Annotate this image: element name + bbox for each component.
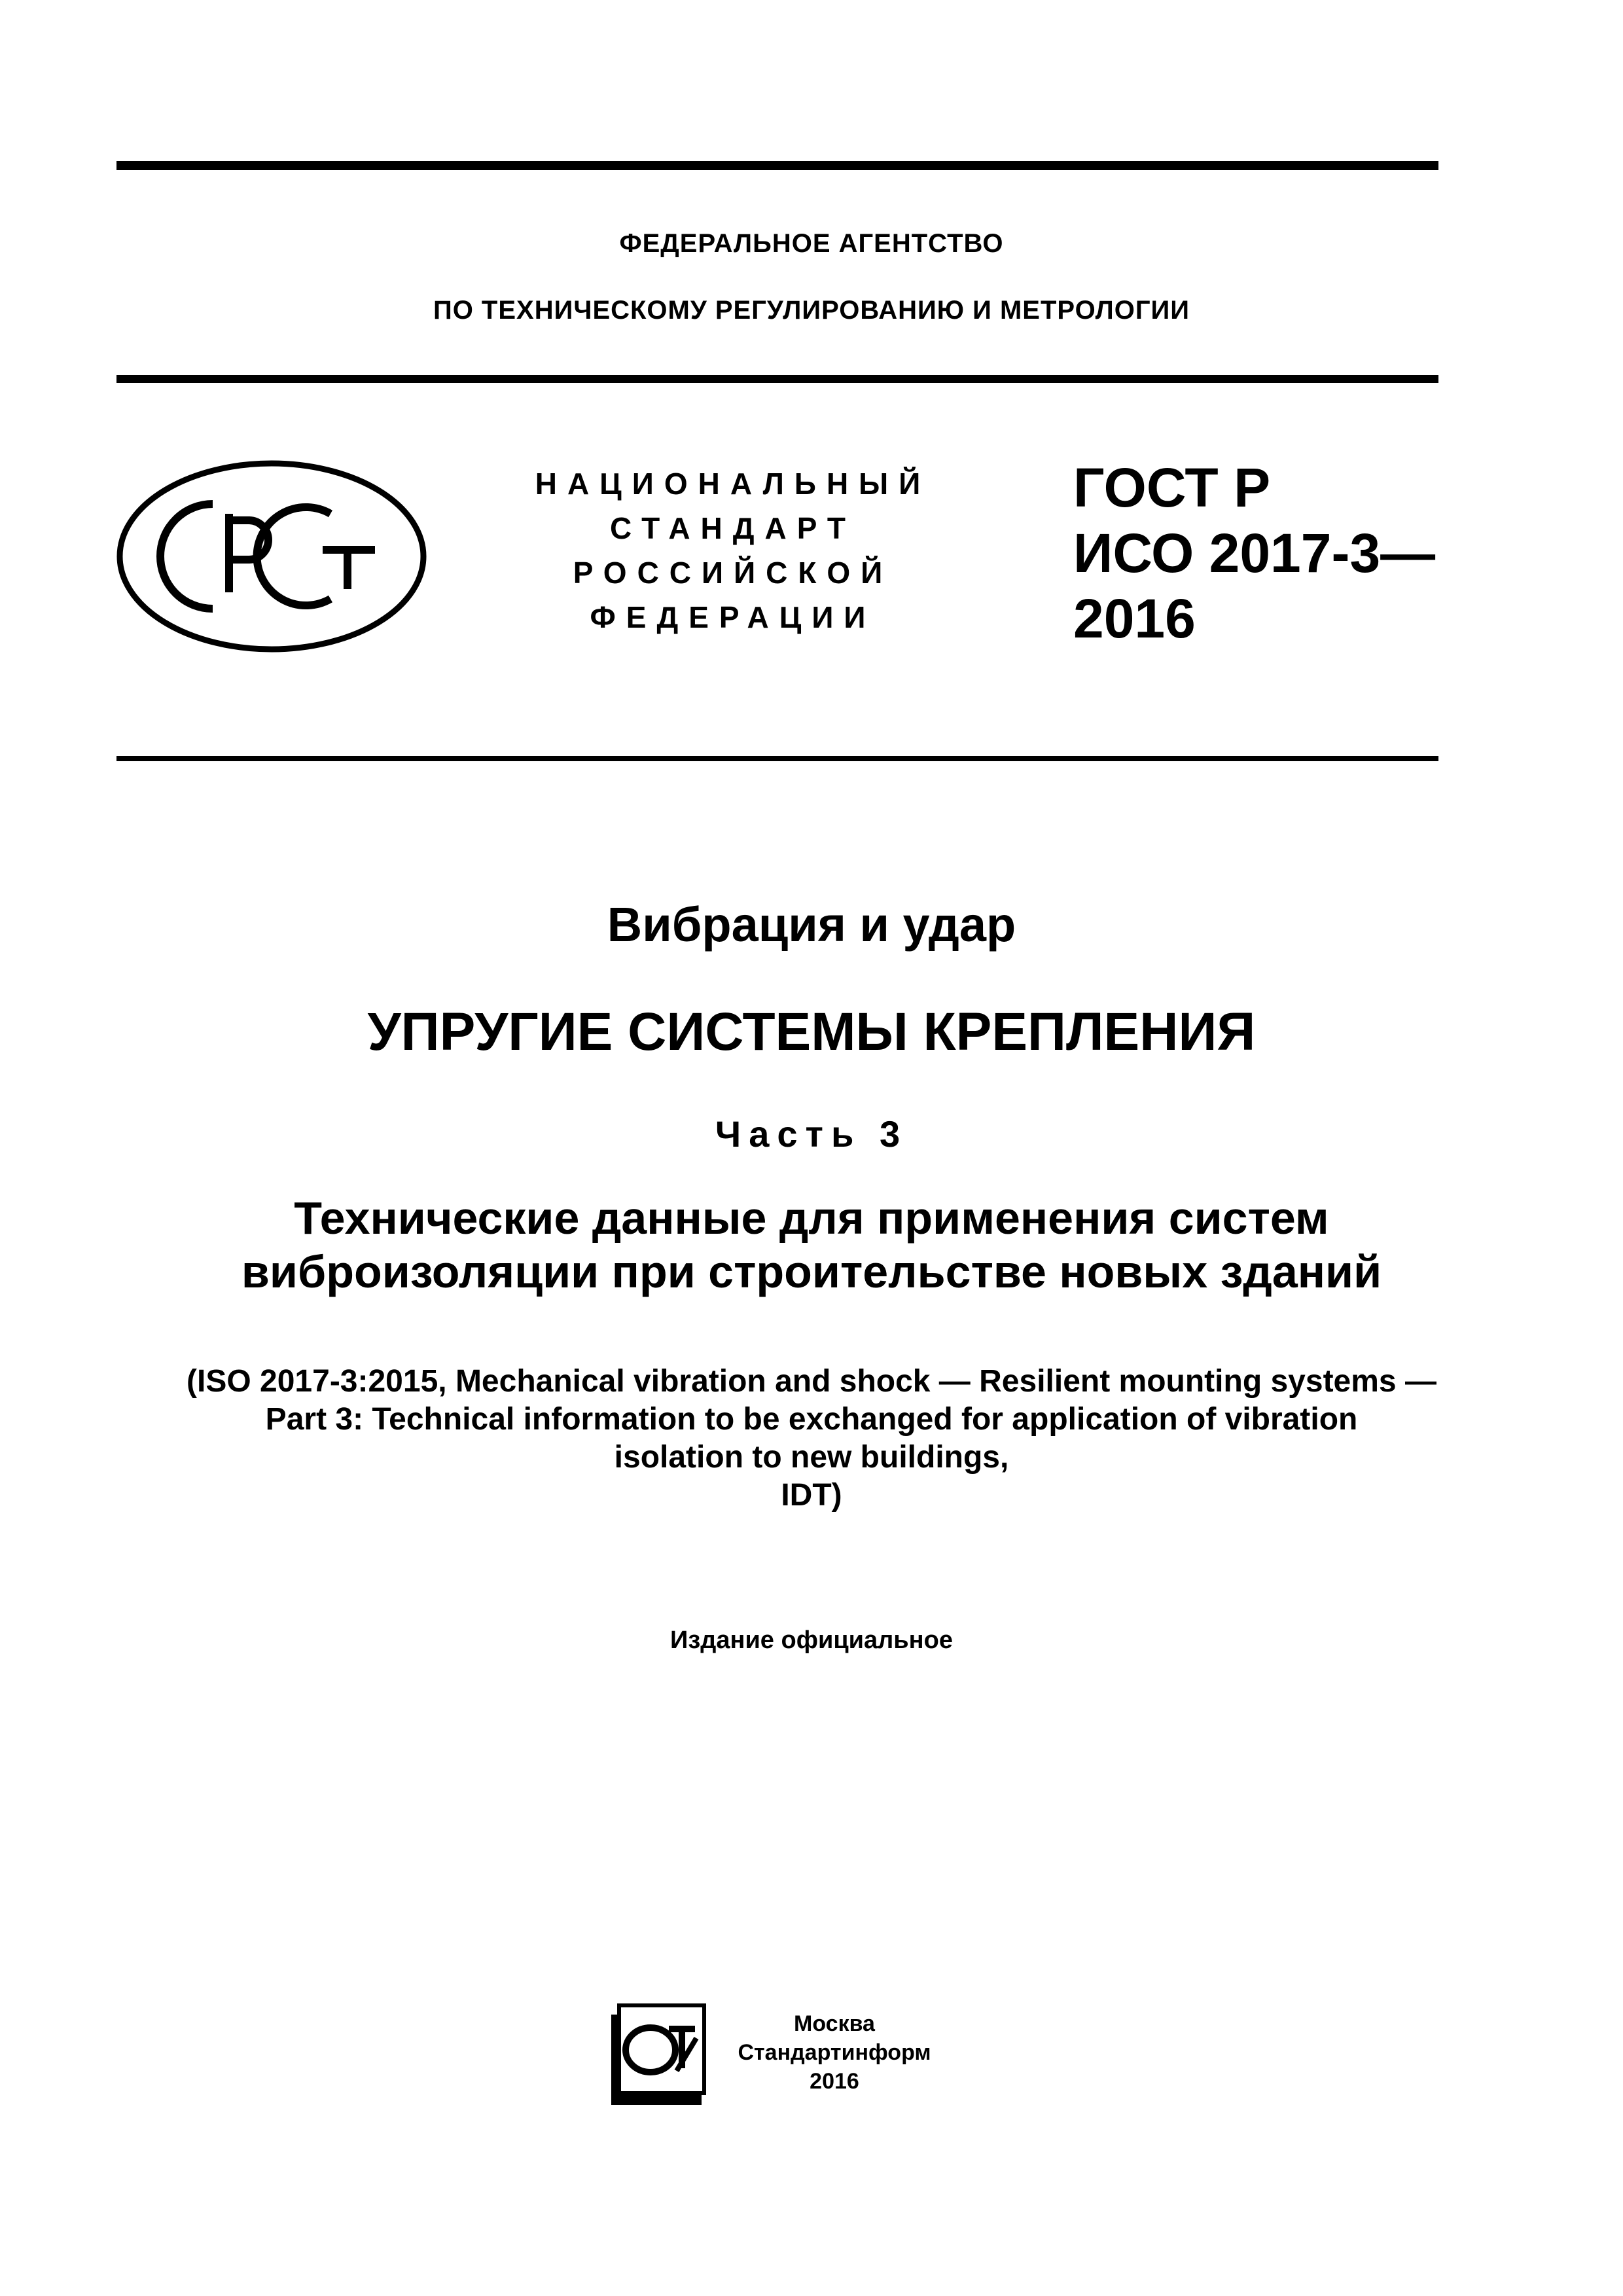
designation-line: ИСО 2017-3— [1073, 522, 1436, 584]
national-standard-line: РОССИЙСКОЙ [573, 556, 893, 590]
iso-reference-line: Part 3: Technical information to be exchanged for application of vibration [265, 1402, 1358, 1437]
title-subtitle [0, 1191, 1623, 1299]
publisher-name: Стандартинформ [738, 2040, 931, 2065]
publisher-year: 2016 [810, 2069, 859, 2094]
title-part: Часть 3 [715, 1113, 908, 1155]
title-main: УПРУГИЕ СИСТЕМЫ КРЕПЛЕНИЯ [367, 1002, 1256, 1062]
header-bottom-rule [116, 756, 1438, 761]
designation-line: ГОСТ Р [1073, 457, 1271, 518]
national-standard-line: НАЦИОНАЛЬНЫЙ [535, 467, 931, 501]
subtitle-line: Технические данные для применения систем [294, 1193, 1329, 1244]
agency-line-2: ПО ТЕХНИЧЕСКОМУ РЕГУЛИРОВАНИЮ И МЕТРОЛОГИИ [433, 296, 1190, 325]
rst-emblem-icon [115, 458, 429, 658]
title-topic: Вибрация и удар [607, 897, 1016, 952]
national-standard-line: СТАНДАРТ [610, 511, 856, 545]
publisher-city: Москва [794, 2011, 875, 2036]
standartinform-logo-icon [609, 2003, 707, 2111]
standard-designation [1073, 455, 1435, 651]
national-standard-line: ФЕДЕРАЦИИ [590, 600, 876, 634]
iso-reference-line: (ISO 2017-3:2015, Mechanical vibration and shock — Resilient mounting systems — [187, 1364, 1436, 1399]
iso-reference [0, 1363, 1623, 1515]
national-standard-block [497, 461, 969, 639]
designation-line: 2016 [1073, 588, 1196, 649]
iso-reference-line: IDT) [781, 1478, 842, 1513]
agency-line-1: ФЕДЕРАЛЬНОЕ АГЕНТСТВО [619, 229, 1004, 258]
subtitle-line: виброизоляции при строительстве новых зданий [241, 1246, 1382, 1297]
iso-reference-line: isolation to new buildings, [614, 1440, 1009, 1475]
agency-bottom-rule [116, 375, 1438, 383]
publisher-block [726, 2009, 942, 2096]
top-rule [116, 161, 1438, 170]
edition-label: Издание официальное [670, 1626, 953, 1654]
